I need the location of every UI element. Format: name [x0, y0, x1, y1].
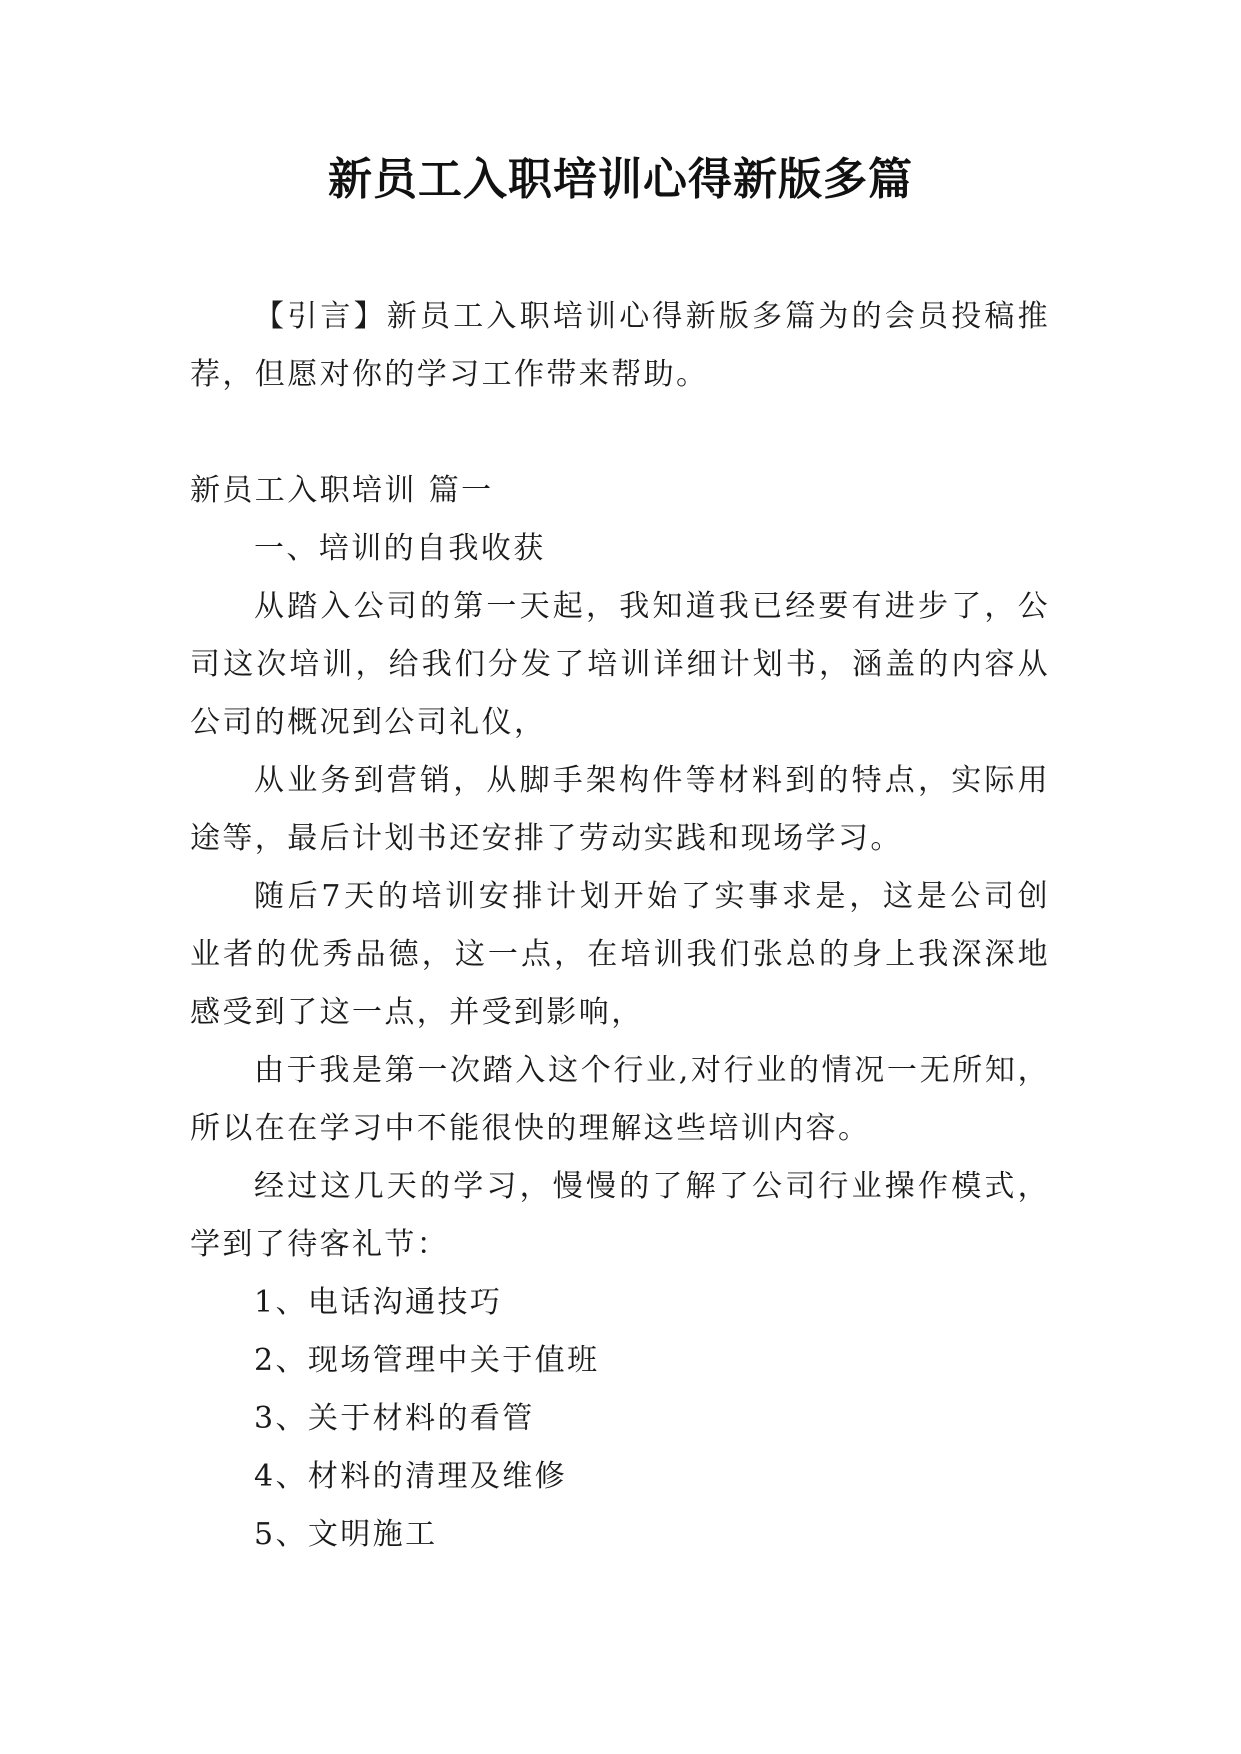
- list-item: 4、材料的清理及维修: [254, 1459, 568, 1494]
- subheading: 一、培训的自我收获: [254, 531, 546, 566]
- paragraph: 经过这几天的学习，慢慢的了解了公司行业操作模式，学到了待客礼节：: [190, 1169, 1050, 1262]
- intro-block: [190, 288, 1050, 404]
- paragraph: 随后7天的培训安排计划开始了实事求是，这是公司创业者的优秀品德，这一点，在培训我们张总的身上我深深地感受到了这一点，并受到影响，: [190, 879, 1050, 1030]
- list-item: 2、现场管理中关于值班: [254, 1343, 600, 1378]
- section-heading: 新员工入职培训 篇一: [190, 473, 494, 508]
- list-item: 3、关于材料的看管: [254, 1401, 535, 1436]
- list-item: 5、文明施工: [254, 1517, 438, 1552]
- paragraph: 从踏入公司的第一天起，我知道我已经要有进步了，公司这次培训，给我们分发了培训详细计划书，涵盖的内容从公司的概况到公司礼仪，: [190, 589, 1050, 740]
- paragraph: 从业务到营销，从脚手架构件等材料到的特点，实际用途等，最后计划书还安排了劳动实践和现场学习。: [190, 763, 1050, 856]
- main-content: [190, 462, 1050, 1564]
- intro-paragraph: 【引言】新员工入职培训心得新版多篇为的会员投稿推荐，但愿对你的学习工作带来帮助。: [190, 299, 1050, 392]
- list-item: 1、电话沟通技巧: [254, 1285, 503, 1320]
- document-title: 新员工入职培训心得新版多篇: [328, 154, 913, 205]
- paragraph: 由于我是第一次踏入这个行业,对行业的情况一无所知，所以在在学习中不能很快的理解这些培训内容。: [190, 1053, 1050, 1146]
